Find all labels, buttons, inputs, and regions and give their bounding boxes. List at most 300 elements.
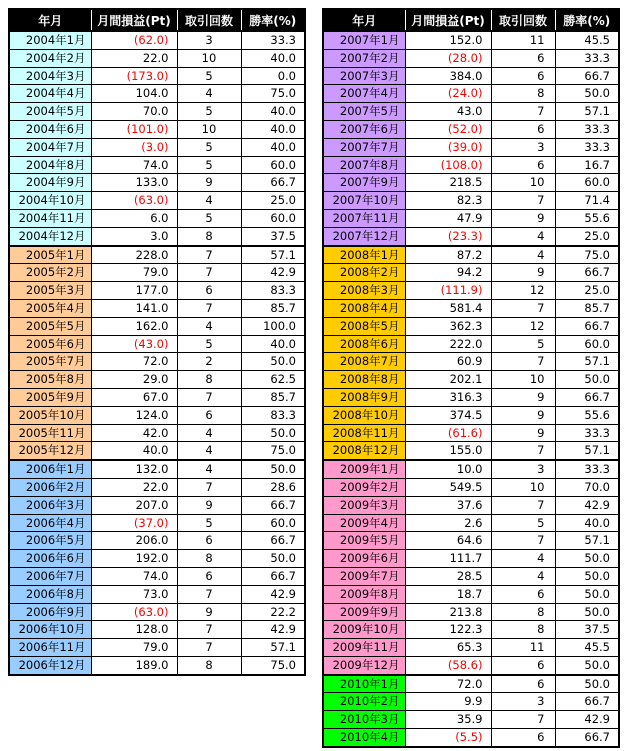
month-cell: 2007年5月 — [323, 103, 405, 121]
monthly-pl-cell: 28.5 — [405, 567, 491, 585]
trade-count-cell: 6 — [491, 156, 555, 174]
monthly-pl-cell: 177.0 — [91, 282, 177, 300]
month-cell: 2007年8月 — [323, 156, 405, 174]
month-cell: 2009年4月 — [323, 514, 405, 532]
table-row — [9, 264, 305, 282]
month-cell: 2004年8月 — [9, 156, 91, 174]
monthly-pl-cell: 60.9 — [405, 353, 491, 371]
win-rate-cell: 25.0 — [241, 192, 305, 210]
table-row — [323, 729, 619, 747]
table-row — [323, 675, 619, 693]
table-row — [323, 264, 619, 282]
win-rate-cell: 50.0 — [241, 353, 305, 371]
monthly-pl-cell: 6.0 — [91, 209, 177, 227]
monthly-pl-cell: 35.9 — [405, 711, 491, 729]
monthly-pl-cell: 132.0 — [91, 460, 177, 478]
month-cell: 2008年10月 — [323, 406, 405, 424]
col-header-yearmonth: 年月 — [9, 9, 91, 31]
table-row — [323, 550, 619, 568]
table-row — [9, 603, 305, 621]
trade-count-cell: 6 — [491, 67, 555, 85]
trade-count-cell: 7 — [491, 192, 555, 210]
win-rate-cell: 75.0 — [241, 85, 305, 103]
month-cell: 2008年5月 — [323, 317, 405, 335]
table-row — [323, 532, 619, 550]
monthly-pl-cell: (43.0) — [91, 335, 177, 353]
win-rate-cell: 37.5 — [555, 621, 619, 639]
trade-count-cell: 10 — [177, 120, 241, 138]
win-rate-cell: 55.6 — [555, 209, 619, 227]
table-row — [323, 371, 619, 389]
monthly-pl-cell: 218.5 — [405, 174, 491, 192]
table-row — [323, 621, 619, 639]
win-rate-cell: 66.7 — [555, 693, 619, 711]
month-cell: 2007年1月 — [323, 31, 405, 49]
win-rate-cell: 57.1 — [241, 639, 305, 657]
table-row — [9, 209, 305, 227]
monthly-pl-cell: 79.0 — [91, 264, 177, 282]
trade-count-cell: 3 — [177, 31, 241, 49]
table-row — [9, 138, 305, 156]
month-cell: 2006年4月 — [9, 514, 91, 532]
table-row — [9, 120, 305, 138]
win-rate-cell: 25.0 — [555, 282, 619, 300]
monthly-pl-cell: 111.7 — [405, 550, 491, 568]
win-rate-cell: 75.0 — [241, 442, 305, 460]
table-row — [9, 192, 305, 210]
monthly-pl-cell: 228.0 — [91, 246, 177, 264]
win-rate-cell: 66.7 — [555, 729, 619, 747]
win-rate-cell: 66.7 — [555, 317, 619, 335]
month-cell: 2009年7月 — [323, 567, 405, 585]
month-cell: 2008年9月 — [323, 388, 405, 406]
table-row — [323, 209, 619, 227]
monthly-pl-cell: 152.0 — [405, 31, 491, 49]
trade-count-cell: 3 — [491, 138, 555, 156]
table-row — [9, 442, 305, 460]
month-cell: 2006年3月 — [9, 496, 91, 514]
trade-count-cell: 5 — [491, 514, 555, 532]
monthly-pl-cell: (63.0) — [91, 192, 177, 210]
trade-count-cell: 12 — [491, 282, 555, 300]
win-rate-cell: 40.0 — [241, 138, 305, 156]
win-rate-cell: 33.3 — [555, 138, 619, 156]
win-rate-cell: 85.7 — [555, 299, 619, 317]
trade-count-cell: 10 — [491, 371, 555, 389]
month-cell: 2005年7月 — [9, 353, 91, 371]
monthly-pl-cell: (39.0) — [405, 138, 491, 156]
monthly-pl-cell: 3.0 — [91, 227, 177, 245]
month-cell: 2006年7月 — [9, 567, 91, 585]
monthly-pl-cell: 374.5 — [405, 406, 491, 424]
monthly-pl-cell: 155.0 — [405, 442, 491, 460]
month-cell: 2007年9月 — [323, 174, 405, 192]
monthly-pl-cell: 65.3 — [405, 639, 491, 657]
month-cell: 2008年7月 — [323, 353, 405, 371]
month-cell: 2007年10月 — [323, 192, 405, 210]
table-row — [323, 424, 619, 442]
win-rate-cell: 66.7 — [555, 264, 619, 282]
table-row — [9, 246, 305, 264]
trade-count-cell: 7 — [177, 478, 241, 496]
win-rate-cell: 57.1 — [241, 246, 305, 264]
table-body — [9, 31, 305, 675]
col-header-win-rate: 勝率(%) — [241, 9, 305, 31]
monthly-pl-cell: 94.2 — [405, 264, 491, 282]
month-cell: 2005年3月 — [9, 282, 91, 300]
col-header-monthly-pl: 月間損益(Pt) — [91, 9, 177, 31]
win-rate-cell: 50.0 — [555, 585, 619, 603]
trade-count-cell: 9 — [491, 264, 555, 282]
win-rate-cell: 50.0 — [555, 550, 619, 568]
trade-count-cell: 7 — [491, 442, 555, 460]
table-row — [9, 353, 305, 371]
table-header — [9, 9, 305, 31]
trade-count-cell: 6 — [177, 567, 241, 585]
table-row — [323, 388, 619, 406]
trade-count-cell: 4 — [491, 567, 555, 585]
month-cell: 2004年7月 — [9, 138, 91, 156]
monthly-pl-cell: 128.0 — [91, 621, 177, 639]
monthly-pl-cell: 79.0 — [91, 639, 177, 657]
trade-count-cell: 7 — [177, 299, 241, 317]
table-row — [9, 282, 305, 300]
win-rate-cell: 100.0 — [241, 317, 305, 335]
month-cell: 2006年5月 — [9, 532, 91, 550]
header-row — [323, 9, 619, 31]
trade-count-cell: 11 — [491, 639, 555, 657]
month-cell: 2007年4月 — [323, 85, 405, 103]
col-header-yearmonth: 年月 — [323, 9, 405, 31]
table-row — [323, 192, 619, 210]
trade-count-cell: 4 — [177, 460, 241, 478]
table-row — [9, 174, 305, 192]
monthly-pl-cell: 213.8 — [405, 603, 491, 621]
trade-count-cell: 8 — [491, 621, 555, 639]
month-cell: 2007年2月 — [323, 49, 405, 67]
month-cell: 2005年2月 — [9, 264, 91, 282]
trade-count-cell: 4 — [177, 85, 241, 103]
win-rate-cell: 60.0 — [555, 174, 619, 192]
table-row — [323, 156, 619, 174]
table-row — [323, 460, 619, 478]
month-cell: 2007年3月 — [323, 67, 405, 85]
monthly-pl-cell: (37.0) — [91, 514, 177, 532]
month-cell: 2007年7月 — [323, 138, 405, 156]
win-rate-cell: 37.5 — [241, 227, 305, 245]
trade-count-cell: 5 — [177, 335, 241, 353]
win-rate-cell: 42.9 — [241, 621, 305, 639]
month-cell: 2005年1月 — [9, 246, 91, 264]
trade-count-cell: 7 — [491, 353, 555, 371]
trade-count-cell: 5 — [491, 335, 555, 353]
win-rate-cell: 33.3 — [555, 49, 619, 67]
monthly-pl-cell: (111.9) — [405, 282, 491, 300]
monthly-pl-cell: (62.0) — [91, 31, 177, 49]
monthly-pl-cell: 133.0 — [91, 174, 177, 192]
month-cell: 2008年3月 — [323, 282, 405, 300]
win-rate-cell: 71.4 — [555, 192, 619, 210]
table-row — [9, 550, 305, 568]
monthly-pl-cell: (108.0) — [405, 156, 491, 174]
trade-count-cell: 7 — [491, 496, 555, 514]
month-cell: 2009年5月 — [323, 532, 405, 550]
win-rate-cell: 40.0 — [555, 514, 619, 532]
trade-count-cell: 9 — [177, 496, 241, 514]
trade-count-cell: 10 — [177, 49, 241, 67]
trade-count-cell: 2 — [177, 353, 241, 371]
monthly-pl-cell: (101.0) — [91, 120, 177, 138]
month-cell: 2009年3月 — [323, 496, 405, 514]
trade-count-cell: 4 — [177, 317, 241, 335]
table-row — [9, 388, 305, 406]
win-rate-cell: 62.5 — [241, 371, 305, 389]
table-row — [323, 138, 619, 156]
month-cell: 2004年3月 — [9, 67, 91, 85]
win-rate-cell: 66.7 — [241, 496, 305, 514]
month-cell: 2010年2月 — [323, 693, 405, 711]
table-row — [323, 496, 619, 514]
table-body — [323, 31, 619, 747]
win-rate-cell: 45.5 — [555, 31, 619, 49]
month-cell: 2005年11月 — [9, 424, 91, 442]
monthly-pl-cell: 316.3 — [405, 388, 491, 406]
month-cell: 2005年5月 — [9, 317, 91, 335]
win-rate-cell: 66.7 — [241, 532, 305, 550]
win-rate-cell: 75.0 — [241, 656, 305, 674]
month-cell: 2004年6月 — [9, 120, 91, 138]
win-rate-cell: 50.0 — [241, 424, 305, 442]
monthly-pl-cell: 104.0 — [91, 85, 177, 103]
win-rate-cell: 66.7 — [555, 67, 619, 85]
monthly-pl-cell: 9.9 — [405, 693, 491, 711]
win-rate-cell: 60.0 — [241, 514, 305, 532]
table-row — [323, 67, 619, 85]
win-rate-cell: 28.6 — [241, 478, 305, 496]
monthly-pl-cell: (61.6) — [405, 424, 491, 442]
win-rate-cell: 55.6 — [555, 406, 619, 424]
trade-count-cell: 7 — [491, 299, 555, 317]
table-row — [9, 460, 305, 478]
monthly-pl-cell: 222.0 — [405, 335, 491, 353]
monthly-pl-cell: 72.0 — [405, 675, 491, 693]
table-row — [9, 621, 305, 639]
month-cell: 2006年10月 — [9, 621, 91, 639]
month-cell: 2006年11月 — [9, 639, 91, 657]
win-rate-cell: 16.7 — [555, 156, 619, 174]
monthly-pl-cell: 206.0 — [91, 532, 177, 550]
table-row — [9, 478, 305, 496]
trade-count-cell: 7 — [177, 639, 241, 657]
win-rate-cell: 22.2 — [241, 603, 305, 621]
month-cell: 2008年4月 — [323, 299, 405, 317]
table-row — [9, 371, 305, 389]
month-cell: 2004年2月 — [9, 49, 91, 67]
month-cell: 2004年5月 — [9, 103, 91, 121]
win-rate-cell: 40.0 — [241, 335, 305, 353]
win-rate-cell: 33.3 — [555, 460, 619, 478]
month-cell: 2006年6月 — [9, 550, 91, 568]
table-row — [9, 299, 305, 317]
win-rate-cell: 50.0 — [555, 371, 619, 389]
table-row — [9, 424, 305, 442]
trade-count-cell: 11 — [491, 31, 555, 49]
monthly-pl-cell: 72.0 — [91, 353, 177, 371]
trade-count-cell: 7 — [177, 585, 241, 603]
month-cell: 2008年8月 — [323, 371, 405, 389]
trade-count-cell: 3 — [491, 460, 555, 478]
win-rate-cell: 57.1 — [555, 442, 619, 460]
trade-count-cell: 8 — [491, 85, 555, 103]
monthly-results-table-2004-2006 — [8, 8, 306, 676]
monthly-pl-cell: (58.6) — [405, 656, 491, 674]
month-cell: 2009年8月 — [323, 585, 405, 603]
table-row — [323, 103, 619, 121]
month-cell: 2009年6月 — [323, 550, 405, 568]
table-row — [9, 639, 305, 657]
win-rate-cell: 57.1 — [555, 103, 619, 121]
monthly-pl-cell: 70.0 — [91, 103, 177, 121]
table-row — [323, 442, 619, 460]
table-row — [9, 496, 305, 514]
monthly-pl-cell: 192.0 — [91, 550, 177, 568]
month-cell: 2009年2月 — [323, 478, 405, 496]
table-row — [9, 317, 305, 335]
month-cell: 2005年6月 — [9, 335, 91, 353]
trade-count-cell: 6 — [491, 675, 555, 693]
month-cell: 2010年4月 — [323, 729, 405, 747]
table-row — [323, 335, 619, 353]
win-rate-cell: 42.9 — [555, 496, 619, 514]
trade-count-cell: 8 — [177, 656, 241, 674]
table-row — [9, 335, 305, 353]
table-row — [9, 656, 305, 674]
win-rate-cell: 70.0 — [555, 478, 619, 496]
monthly-pl-cell: 37.6 — [405, 496, 491, 514]
month-cell: 2008年2月 — [323, 264, 405, 282]
trade-count-cell: 4 — [177, 192, 241, 210]
table-row — [323, 299, 619, 317]
trade-count-cell: 10 — [491, 478, 555, 496]
month-cell: 2010年1月 — [323, 675, 405, 693]
monthly-pl-cell: 18.7 — [405, 585, 491, 603]
month-cell: 2009年12月 — [323, 656, 405, 674]
trade-count-cell: 8 — [177, 371, 241, 389]
table-row — [323, 246, 619, 264]
table-row — [9, 103, 305, 121]
table-row — [9, 406, 305, 424]
table-row — [9, 31, 305, 49]
table-row — [323, 693, 619, 711]
col-header-trade-count: 取引回数 — [177, 9, 241, 31]
trade-count-cell: 7 — [491, 103, 555, 121]
month-cell: 2006年1月 — [9, 460, 91, 478]
monthly-pl-cell: 29.0 — [91, 371, 177, 389]
trade-count-cell: 9 — [177, 603, 241, 621]
trade-count-cell: 9 — [491, 388, 555, 406]
monthly-pl-cell: 74.0 — [91, 567, 177, 585]
month-cell: 2009年11月 — [323, 639, 405, 657]
table-row — [323, 174, 619, 192]
monthly-pl-cell: 162.0 — [91, 317, 177, 335]
monthly-pl-cell: 549.5 — [405, 478, 491, 496]
win-rate-cell: 50.0 — [555, 85, 619, 103]
trade-count-cell: 9 — [177, 174, 241, 192]
month-cell: 2004年9月 — [9, 174, 91, 192]
month-cell: 2005年9月 — [9, 388, 91, 406]
table-row — [323, 317, 619, 335]
monthly-pl-cell: (3.0) — [91, 138, 177, 156]
month-cell: 2010年3月 — [323, 711, 405, 729]
month-cell: 2004年4月 — [9, 85, 91, 103]
monthly-pl-cell: 141.0 — [91, 299, 177, 317]
win-rate-cell: 57.1 — [555, 353, 619, 371]
win-rate-cell: 50.0 — [555, 675, 619, 693]
win-rate-cell: 60.0 — [241, 156, 305, 174]
win-rate-cell: 50.0 — [555, 656, 619, 674]
trade-count-cell: 7 — [491, 532, 555, 550]
header-row — [9, 9, 305, 31]
trade-count-cell: 3 — [491, 693, 555, 711]
monthly-pl-cell: (5.5) — [405, 729, 491, 747]
trade-count-cell: 8 — [177, 227, 241, 245]
table-row — [323, 656, 619, 674]
table-row — [323, 31, 619, 49]
win-rate-cell: 50.0 — [555, 567, 619, 585]
win-rate-cell: 50.0 — [555, 603, 619, 621]
table-row — [9, 532, 305, 550]
trade-count-cell: 6 — [491, 585, 555, 603]
col-header-monthly-pl: 月間損益(Pt) — [405, 9, 491, 31]
trade-count-cell: 5 — [177, 156, 241, 174]
monthly-pl-cell: 124.0 — [91, 406, 177, 424]
monthly-pl-cell: (23.3) — [405, 227, 491, 245]
table-row — [9, 567, 305, 585]
win-rate-cell: 42.9 — [555, 711, 619, 729]
trade-count-cell: 12 — [491, 317, 555, 335]
table-row — [323, 227, 619, 245]
win-rate-cell: 85.7 — [241, 388, 305, 406]
col-header-win-rate: 勝率(%) — [555, 9, 619, 31]
monthly-pl-cell: 202.1 — [405, 371, 491, 389]
monthly-pl-cell: 122.3 — [405, 621, 491, 639]
month-cell: 2009年1月 — [323, 460, 405, 478]
month-cell: 2008年12月 — [323, 442, 405, 460]
table-row — [323, 120, 619, 138]
win-rate-cell: 42.9 — [241, 585, 305, 603]
table-row — [323, 49, 619, 67]
month-cell: 2008年1月 — [323, 246, 405, 264]
trade-count-cell: 4 — [491, 246, 555, 264]
monthly-pl-cell: (173.0) — [91, 67, 177, 85]
win-rate-cell: 40.0 — [241, 49, 305, 67]
month-cell: 2008年11月 — [323, 424, 405, 442]
month-cell: 2005年8月 — [9, 371, 91, 389]
win-rate-cell: 57.1 — [555, 532, 619, 550]
trade-count-cell: 8 — [491, 603, 555, 621]
trade-count-cell: 5 — [177, 67, 241, 85]
table-row — [9, 67, 305, 85]
table-row — [9, 227, 305, 245]
monthly-pl-cell: 64.6 — [405, 532, 491, 550]
month-cell: 2007年6月 — [323, 120, 405, 138]
monthly-pl-cell: 40.0 — [91, 442, 177, 460]
trade-count-cell: 7 — [177, 264, 241, 282]
win-rate-cell: 40.0 — [241, 120, 305, 138]
win-rate-cell: 25.0 — [555, 227, 619, 245]
table-row — [323, 567, 619, 585]
trade-count-cell: 6 — [491, 729, 555, 747]
